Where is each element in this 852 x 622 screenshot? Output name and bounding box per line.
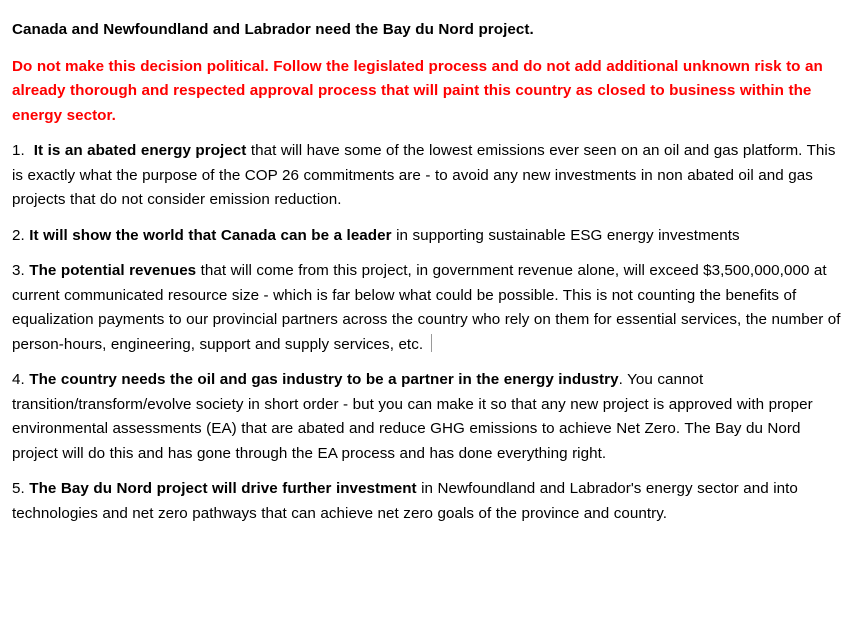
document-page[interactable] (12, 18, 844, 537)
item-bold-lead: It will show the world that Canada can be a leader (29, 226, 392, 244)
item-bold-lead: The Bay du Nord project will drive further investment (29, 480, 417, 497)
item-number: 4. (12, 371, 25, 388)
list-item (12, 224, 844, 249)
item-number: 5. (12, 480, 25, 497)
list-item (12, 259, 844, 357)
text-cursor (431, 334, 432, 352)
document-heading: Canada and Newfoundland and Labrador need the Bay du Nord project. (12, 21, 534, 38)
item-bold-lead: It is an abated energy project (33, 142, 247, 159)
list-item (12, 368, 844, 466)
item-number: 2. (12, 226, 25, 244)
item-text: in supporting sustainable ESG energy investments (391, 226, 740, 244)
item-text: that will have some of the lowest emissions ever seen on an oil and gas platform. This is exactly what the purpose of the COP 26 commitments are - to avoid any new investments in non abated oil and gas projects that do not consider emission reduction. (12, 142, 836, 208)
list-item (12, 139, 844, 213)
list-item (12, 477, 844, 526)
item-number: 3. (12, 262, 25, 279)
item-text: in Newfoundland and Labrador's energy sector and into technologies and net zero pathways that can achieve net zero goals of the province and country. (12, 480, 798, 522)
item-bold-lead: The potential revenues (29, 262, 197, 279)
item-text: that will come from this project, in government revenue alone, will exceed $3,500,000,000 at current communicated resource size - which is far below what could be possible. This is not counting the benefits of equalization payments to our provincial partners across the country who rely on them for essential services, the number of person-hours, engineering, support and supply services, etc. (12, 262, 841, 353)
item-number: 1. (12, 142, 25, 159)
item-text: . You cannot transition/transform/evolve society in short order - but you can make it so that any new project is approved with proper environmental assessments (EA) that are abated and reduce GHG emissions to achieve Net Zero. The Bay du Nord project will do this and has gone through the EA process and has done everything right. (12, 371, 813, 462)
item-bold-lead: The country needs the oil and gas industry to be a partner in the energy industry (29, 371, 619, 388)
warning-paragraph: Do not make this decision political. Follow the legislated process and do not add additional unknown risk to an already thorough and respected approval process that will paint this country as closed to business within the energy sector. (12, 57, 823, 124)
